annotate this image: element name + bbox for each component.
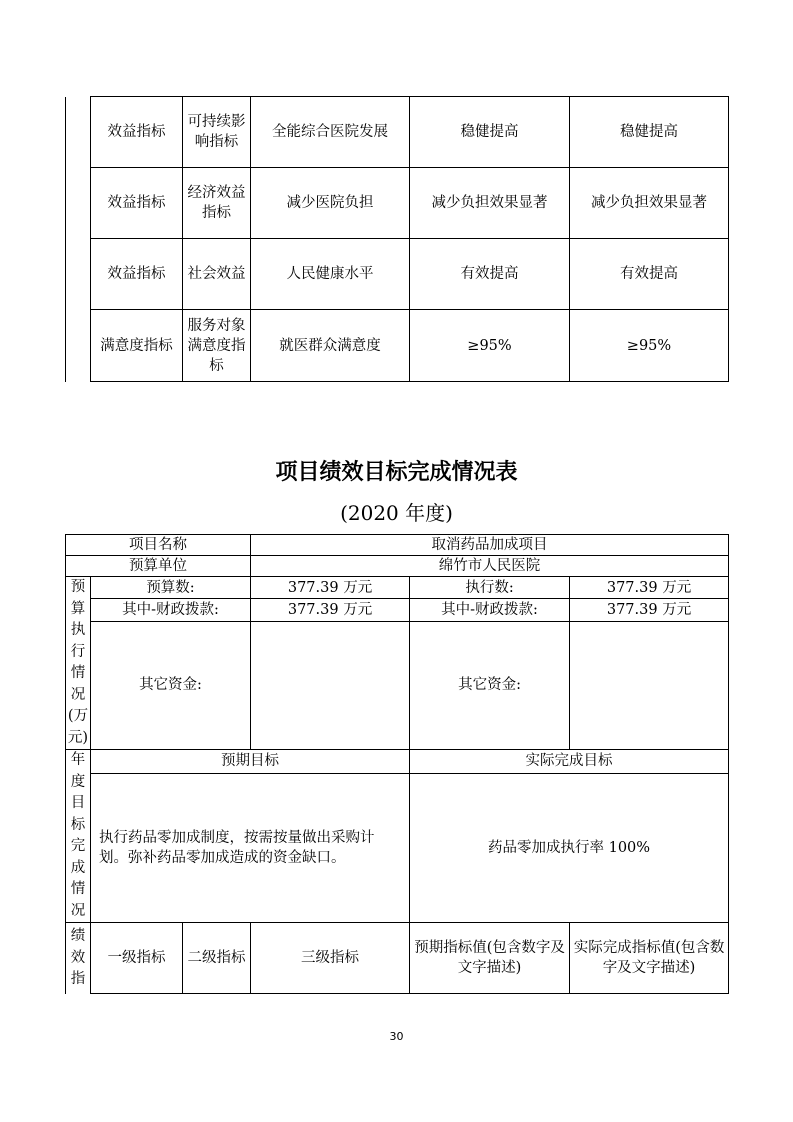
level3-cell: 全能综合医院发展 [251,97,410,168]
project-name-value: 取消药品加成项目 [251,535,729,556]
other-funds-value [570,621,729,749]
table-row [66,239,729,310]
table-row [66,750,729,774]
other-funds-value [251,621,410,749]
expected-value-cell: 有效提高 [410,239,570,310]
table-row [66,773,729,922]
table-row [66,310,729,382]
annual-goal-section-label: 年度目标完成情况 [66,750,91,923]
budget-execution-section-label: 预算执行情况(万元) [66,577,91,750]
level2-header: 二级指标 [183,923,251,994]
fiscal-value: 377.39 万元 [251,599,410,621]
fiscal-label: 其中-财政拨款: [410,599,570,621]
page-subtitle: (2020 年度) [340,501,453,525]
table-row [66,621,729,749]
project-name-label: 项目名称 [66,535,251,556]
actual-value-cell: 稳健提高 [570,97,729,168]
level1-cell: 效益指标 [91,239,183,310]
actual-goal-header: 实际完成目标 [410,750,729,774]
page-title: 项目绩效目标完成情况表 [275,460,518,485]
table-row [66,168,729,239]
actual-value-cell: 减少负担效果显著 [570,168,729,239]
fiscal-value: 377.39 万元 [570,599,729,621]
exec-amount-value: 377.39 万元 [570,577,729,599]
actual-value-cell: 有效提高 [570,239,729,310]
budget-amount-label: 预算数: [91,577,251,599]
page-number: 30 [389,1030,404,1043]
expected-value-cell: 稳健提高 [410,97,570,168]
performance-section-label: 绩效指 [66,923,91,994]
fiscal-label: 其中-财政拨款: [91,599,251,621]
level1-header: 一级指标 [91,923,183,994]
actual-value-cell: ≥95% [570,310,729,382]
expected-indicator-header: 预期指标值(包含数字及文字描述) [410,923,570,994]
table-row [66,577,729,599]
level1-cell: 效益指标 [91,168,183,239]
expected-goal-text: 执行药品零加成制度，按需按量做出采购计划。弥补药品零加成造成的资金缺口。 [91,773,410,922]
budget-amount-value: 377.39 万元 [251,577,410,599]
actual-indicator-header: 实际完成指标值(包含数字及文字描述) [570,923,729,994]
table-row [66,97,729,168]
other-funds-label: 其它资金: [410,621,570,749]
budget-unit-value: 绵竹市人民医院 [251,556,729,577]
expected-value-cell: ≥95% [410,310,570,382]
level3-cell: 减少医院负担 [251,168,410,239]
level2-cell: 服务对象满意度指标 [183,310,251,382]
table-row [66,535,729,556]
indicator-table-continued [65,96,729,382]
level3-cell: 人民健康水平 [251,239,410,310]
performance-table [65,534,729,994]
table-row [66,599,729,621]
level1-cell: 效益指标 [91,97,183,168]
level2-cell: 社会效益 [183,239,251,310]
actual-goal-text: 药品零加成执行率 100% [410,773,729,922]
level3-header: 三级指标 [251,923,410,994]
exec-amount-label: 执行数: [410,577,570,599]
table-row [66,556,729,577]
level2-cell: 可持续影响指标 [183,97,251,168]
expected-goal-header: 预期目标 [91,750,410,774]
level1-cell: 满意度指标 [91,310,183,382]
section-continuation-cell [66,97,91,382]
budget-unit-label: 预算单位 [66,556,251,577]
level2-cell: 经济效益指标 [183,168,251,239]
level3-cell: 就医群众满意度 [251,310,410,382]
expected-value-cell: 减少负担效果显著 [410,168,570,239]
other-funds-label: 其它资金: [91,621,251,749]
table-row [66,923,729,994]
